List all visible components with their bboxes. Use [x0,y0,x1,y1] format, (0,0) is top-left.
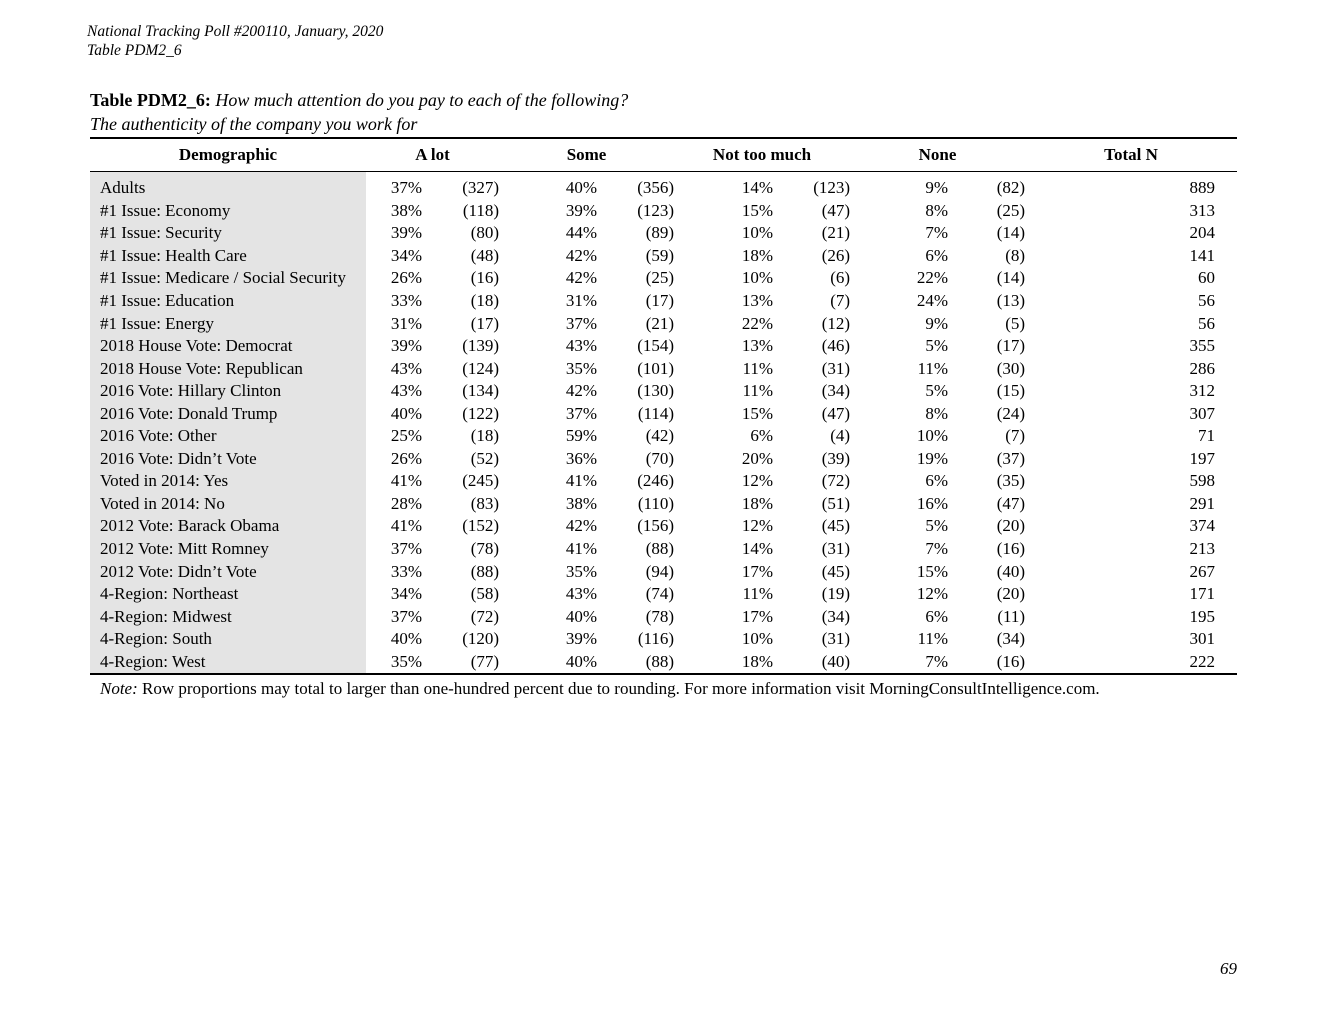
a-lot-pct: 31% [390,313,422,333]
none-count: (47) [996,493,1026,513]
some-count: (154) [637,336,675,356]
running-header-table-id: Table PDM2_6 [87,42,182,59]
a-lot-pct: 40% [390,629,422,649]
a-lot-count: (152) [462,516,500,536]
some-count: (114) [637,403,675,423]
row-label: 2016 Vote: Hillary Clinton [90,380,366,403]
not-too-much-count: (7) [830,291,851,310]
not-too-much-pct: 11% [742,584,774,604]
not-too-much-pct: 22% [741,313,774,333]
total-n: 267 [1189,561,1216,581]
a-lot-pct: 43% [390,358,422,378]
total-n: 197 [1189,448,1216,468]
none-pct: 24% [916,291,949,310]
row-label: 2016 Vote: Other [90,425,366,448]
row-label: Voted in 2014: No [90,493,366,516]
none-pct: 5% [925,381,949,401]
row-label: 4-Region: Midwest [90,605,366,628]
not-too-much-pct: 18% [741,245,774,265]
some-count: (89) [645,223,675,243]
a-lot-pct: 33% [390,561,422,581]
not-too-much-count: (12) [821,313,851,333]
table-row [90,245,1237,268]
not-too-much-count: (34) [821,381,851,401]
none-count: (8) [1005,245,1026,265]
not-too-much-count: (26) [821,245,851,265]
row-label: 2016 Vote: Didn’t Vote [90,448,366,471]
some-count: (78) [645,606,675,626]
a-lot-pct: 25% [390,426,422,446]
some-count: (356) [637,178,675,198]
a-lot-count: (88) [470,561,500,581]
not-too-much-count: (6) [830,268,851,288]
a-lot-pct: 37% [390,606,422,626]
some-pct: 35% [565,561,598,581]
some-count: (246) [637,471,675,491]
some-count: (42) [645,426,675,446]
not-too-much-pct: 13% [741,291,774,310]
total-n: 141 [1189,245,1216,265]
none-count: (15) [996,381,1026,401]
not-too-much-count: (31) [821,629,851,649]
row-label: #1 Issue: Education [90,290,366,313]
some-pct: 43% [565,336,598,356]
not-too-much-pct: 14% [741,178,774,198]
none-count: (25) [996,200,1026,220]
some-pct: 42% [565,245,598,265]
a-lot-pct: 38% [390,200,422,220]
a-lot-count: (122) [462,403,500,423]
total-n: 56 [1198,291,1216,310]
a-lot-count: (139) [462,336,500,356]
some-pct: 59% [565,426,598,446]
some-count: (17) [645,291,675,310]
some-pct: 40% [565,606,598,626]
none-count: (20) [996,516,1026,536]
total-n: 313 [1189,200,1216,220]
not-too-much-count: (123) [813,178,851,198]
none-pct: 12% [916,584,949,604]
row-label: 2016 Vote: Donald Trump [90,402,366,425]
none-count: (37) [996,448,1026,468]
caption-label: Table PDM2_6: [90,90,211,110]
some-pct: 40% [499,650,597,674]
not-too-much-pct: 11% [742,381,774,401]
col-header-demographic: Demographic [178,145,278,164]
not-too-much-pct: 15% [741,403,774,423]
not-too-much-count: (4) [830,426,851,446]
a-lot-count: (16) [470,268,500,288]
table-row [90,335,1237,358]
none-count: (5) [1005,313,1026,333]
row-label: 2018 House Vote: Republican [90,357,366,380]
total-n: 312 [1189,381,1216,401]
table-row [90,312,1237,335]
none-pct: 9% [925,313,949,333]
none-count: (14) [996,268,1026,288]
not-too-much-pct: 20% [741,448,774,468]
some-count: (123) [637,200,675,220]
not-too-much-pct: 14% [741,539,774,559]
not-too-much-pct: 17% [741,606,774,626]
table-row [90,267,1237,290]
none-count: (14) [996,223,1026,243]
total-n: 222 [1025,650,1237,674]
not-too-much-count: (72) [821,471,851,491]
row-label: #1 Issue: Health Care [90,245,366,268]
table-row [90,177,1237,200]
some-count: (88) [645,539,675,559]
not-too-much-pct: 13% [741,336,774,356]
not-too-much-count: (19) [821,584,851,604]
none-pct: 8% [925,403,949,423]
none-pct: 5% [925,516,949,536]
not-too-much-count: (40) [773,650,850,674]
table-row [90,380,1237,403]
a-lot-pct: 43% [390,381,422,401]
caption-subtitle: The authenticity of the company you work for [90,114,418,134]
note-label: Note: [100,679,138,698]
some-pct: 39% [565,629,598,649]
some-pct: 41% [565,539,598,559]
some-pct: 38% [565,493,598,513]
a-lot-count: (120) [462,629,500,649]
table-row [90,583,1237,606]
a-lot-pct: 35% [366,650,422,674]
not-too-much-count: (45) [821,561,851,581]
some-count: (25) [645,268,675,288]
table-row [90,515,1237,538]
some-pct: 42% [565,381,598,401]
a-lot-count: (48) [470,245,500,265]
a-lot-count: (124) [462,358,500,378]
some-count: (101) [637,358,675,378]
table-row [90,222,1237,245]
a-lot-pct: 41% [390,471,422,491]
some-pct: 37% [565,313,598,333]
none-count: (13) [996,291,1026,310]
a-lot-count: (327) [462,178,500,198]
some-pct: 35% [565,358,598,378]
not-too-much-count: (21) [821,223,851,243]
some-count: (74) [645,584,675,604]
some-count: (130) [637,381,675,401]
col-header-not-too-much: Not too much [712,145,812,164]
some-count: (156) [637,516,675,536]
not-too-much-count: (47) [821,403,851,423]
table-row [90,560,1237,583]
not-too-much-pct: 12% [741,516,774,536]
not-too-much-count: (46) [821,336,851,356]
none-pct: 7% [925,223,949,243]
col-header-some: Some [566,145,607,164]
row-label: 2012 Vote: Didn’t Vote [90,560,366,583]
row-label: 4-Region: West [90,650,366,674]
not-too-much-pct: 10% [741,268,774,288]
a-lot-pct: 33% [390,291,422,310]
not-too-much-pct: 15% [741,200,774,220]
table-row [90,290,1237,313]
col-header-a-lot: A lot [415,145,450,164]
none-pct: 5% [925,336,949,356]
a-lot-pct: 28% [390,493,422,513]
row-label: 4-Region: Northeast [90,583,366,606]
a-lot-count: (83) [470,493,500,513]
running-header-poll: National Tracking Poll #200110, January, 2020 [87,23,384,40]
total-n: 204 [1189,223,1216,243]
none-pct: 7% [925,539,949,559]
note-text: Row proportions may total to larger than one-hundred percent due to rounding. For more information visit MorningConsultIntelligence.com. [142,679,1100,698]
row-label: #1 Issue: Energy [90,312,366,335]
table-row [90,628,1237,651]
total-n: 307 [1189,403,1216,423]
total-n: 889 [1189,178,1216,198]
none-pct: 6% [925,245,949,265]
crosstab-table [90,137,1237,675]
row-label: 2012 Vote: Barack Obama [90,515,366,538]
some-pct: 44% [565,223,598,243]
row-label: 4-Region: South [90,628,366,651]
none-pct: 10% [916,426,949,446]
none-pct: 19% [916,448,949,468]
none-count: (30) [996,358,1026,378]
none-pct: 16% [916,493,949,513]
total-n: 286 [1189,358,1216,378]
not-too-much-count: (31) [821,539,851,559]
a-lot-pct: 39% [390,223,422,243]
some-pct: 42% [565,268,598,288]
a-lot-pct: 37% [390,178,422,198]
table-row [90,425,1237,448]
none-count: (16) [948,650,1025,674]
none-pct: 11% [917,358,949,378]
a-lot-pct: 34% [390,584,422,604]
a-lot-pct: 40% [390,403,422,423]
total-n: 374 [1189,516,1216,536]
not-too-much-count: (34) [821,606,851,626]
a-lot-count: (72) [470,606,500,626]
some-count: (59) [645,245,675,265]
total-n: 171 [1189,584,1216,604]
a-lot-count: (134) [462,381,500,401]
none-pct: 6% [925,606,949,626]
none-count: (35) [996,471,1026,491]
a-lot-count: (52) [470,448,500,468]
none-pct: 11% [917,629,949,649]
not-too-much-pct: 18% [741,493,774,513]
some-count: (21) [645,313,675,333]
none-count: (17) [996,336,1026,356]
none-count: (16) [996,539,1026,559]
table-note [100,678,1100,700]
some-count: (88) [597,650,674,674]
some-pct: 42% [565,516,598,536]
not-too-much-pct: 6% [750,426,774,446]
total-n: 60 [1198,268,1216,288]
a-lot-pct: 37% [390,539,422,559]
a-lot-count: (77) [422,650,499,674]
total-n: 291 [1189,493,1216,513]
none-pct: 7% [850,650,948,674]
some-pct: 39% [565,200,598,220]
not-too-much-count: (31) [821,358,851,378]
a-lot-count: (18) [470,426,500,446]
table-row [90,357,1237,380]
none-pct: 9% [925,178,949,198]
total-n: 56 [1198,313,1216,333]
a-lot-count: (17) [470,313,500,333]
total-n: 71 [1198,426,1216,446]
running-header [87,22,383,60]
row-label: #1 Issue: Economy [90,200,366,223]
none-count: (7) [1005,426,1026,446]
none-count: (82) [996,178,1026,198]
a-lot-count: (58) [470,584,500,604]
a-lot-pct: 39% [390,336,422,356]
table-row [90,448,1237,471]
row-label: #1 Issue: Medicare / Social Security [90,267,366,290]
a-lot-count: (80) [470,223,500,243]
not-too-much-count: (51) [821,493,851,513]
total-n: 195 [1189,606,1216,626]
a-lot-count: (78) [470,539,500,559]
not-too-much-count: (47) [821,200,851,220]
col-header-total-n: Total N [1104,145,1158,164]
a-lot-pct: 26% [390,448,422,468]
none-pct: 22% [916,268,949,288]
table-row [90,650,1237,674]
a-lot-count: (245) [462,471,500,491]
a-lot-count: (18) [470,291,500,310]
total-n: 598 [1189,471,1216,491]
total-n: 301 [1189,629,1216,649]
none-count: (20) [996,584,1026,604]
row-label: Adults [90,177,366,200]
none-pct: 15% [916,561,949,581]
not-too-much-count: (39) [821,448,851,468]
table-row [90,200,1237,223]
some-count: (70) [645,448,675,468]
table-row [90,402,1237,425]
a-lot-pct: 34% [390,245,422,265]
table-row [90,470,1237,493]
col-header-none: None [918,145,957,164]
page-number: 69 [1220,959,1237,978]
not-too-much-pct: 10% [741,629,774,649]
some-count: (116) [637,629,675,649]
not-too-much-pct: 18% [674,650,773,674]
total-n: 213 [1189,539,1216,559]
caption-question: How much attention do you pay to each of the following? [215,90,629,110]
some-count: (110) [637,493,675,513]
not-too-much-pct: 11% [742,358,774,378]
some-pct: 36% [565,448,598,468]
not-too-much-pct: 12% [741,471,774,491]
none-count: (24) [996,403,1026,423]
some-count: (94) [645,561,675,581]
some-pct: 43% [565,584,598,604]
some-pct: 31% [565,291,598,310]
table-row [90,605,1237,628]
row-label: 2018 House Vote: Democrat [90,335,366,358]
none-count: (40) [996,561,1026,581]
table-row [90,538,1237,561]
none-pct: 6% [925,471,949,491]
some-pct: 40% [565,178,598,198]
row-label: 2012 Vote: Mitt Romney [90,538,366,561]
row-label: Voted in 2014: Yes [90,470,366,493]
not-too-much-pct: 17% [741,561,774,581]
not-too-much-count: (45) [821,516,851,536]
a-lot-pct: 41% [390,516,422,536]
a-lot-pct: 26% [390,268,422,288]
none-count: (11) [997,606,1026,626]
not-too-much-pct: 10% [741,223,774,243]
table-caption [90,88,628,136]
row-label: #1 Issue: Security [90,222,366,245]
none-count: (34) [996,629,1026,649]
some-pct: 37% [565,403,598,423]
none-pct: 8% [925,200,949,220]
header-row [90,138,1237,172]
some-pct: 41% [565,471,598,491]
table-row [90,493,1237,516]
a-lot-count: (118) [462,200,500,220]
total-n: 355 [1189,336,1216,356]
